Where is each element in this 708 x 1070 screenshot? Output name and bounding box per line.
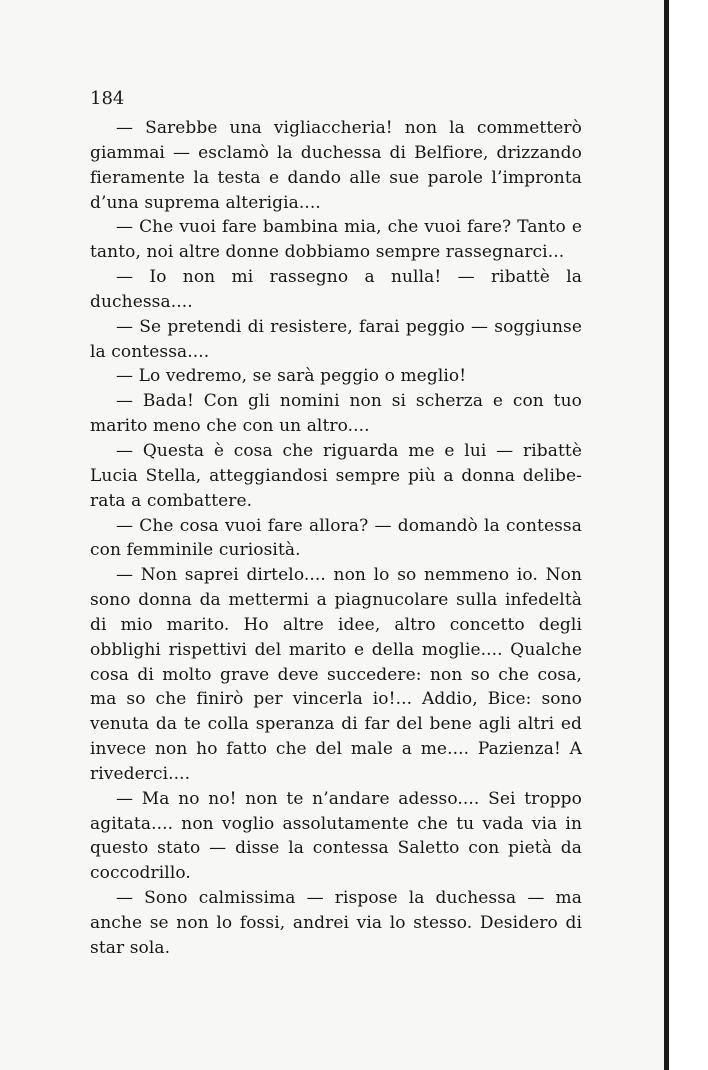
body-text <box>90 116 582 961</box>
page-margin-right <box>666 0 708 1070</box>
page-number: 184 <box>90 88 125 109</box>
paragraph: — Bada! Con gli nomini non si scherza e con tuo marito meno che con un altro.... <box>90 391 582 437</box>
paragraph: — Ma no no! non te n’andare adesso.... Sei troppo agitata.... non voglio assolutamente che tu vada via in questo stato — disse la contessa Saletto con pietà da coccodrillo. <box>90 788 582 884</box>
paragraph: — Se pretendi di resistere, farai peggio — soggiunse la contessa.... <box>90 316 582 362</box>
paragraph: — Che vuoi fare bambina mia, che vuoi fare? Tanto e tanto, noi altre donne dobbiamo sempre rassegnarci... <box>90 217 582 263</box>
paragraph: — Io non mi rassegno a nulla! — ribattè la duchessa.... <box>90 267 582 312</box>
paragraph: — Lo vedremo, se sarà peggio o meglio! <box>116 366 467 387</box>
paragraph: — Che cosa vuoi fare allora? — domandò la contessa con femminile curiosità. <box>90 515 582 561</box>
paragraph: — Non saprei dirtelo.... non lo so nemmeno io. Non sono donna da mettermi a piagnucolare sulla infedeltà di mio marito. Ho altre idee, altro concetto degli obblighi rispettivi del marito e della moglie.... Qualche cosa di molto grave deve succedere: non so che cosa, ma so che finirò per vincerla io!... Addio, Bice: sono venuta da te colla speranza di far del bene agli altri ed invece non ho fatto che del male a me.... Pazienza! A rivederci.... <box>90 565 582 784</box>
paragraph: — Sono calmissima — rispose la duchessa — ma anche se non lo fossi, andrei via lo stesso. Desidero di star sola. <box>90 888 582 958</box>
paragraph: — Sarebbe una vigliaccheria! non la commetterò giammai — esclamò la duchessa di Belfiore, drizzando fieramente la testa e dando alle sue parole l’impronta d’una suprema alterigia.... <box>90 118 582 213</box>
binding-edge <box>664 0 669 1070</box>
paragraph: — Questa è cosa che riguarda me e lui — ribattè Lucia Stella, atteggiandosi sempre più a donna delibe-rata a combattere. <box>90 440 582 511</box>
